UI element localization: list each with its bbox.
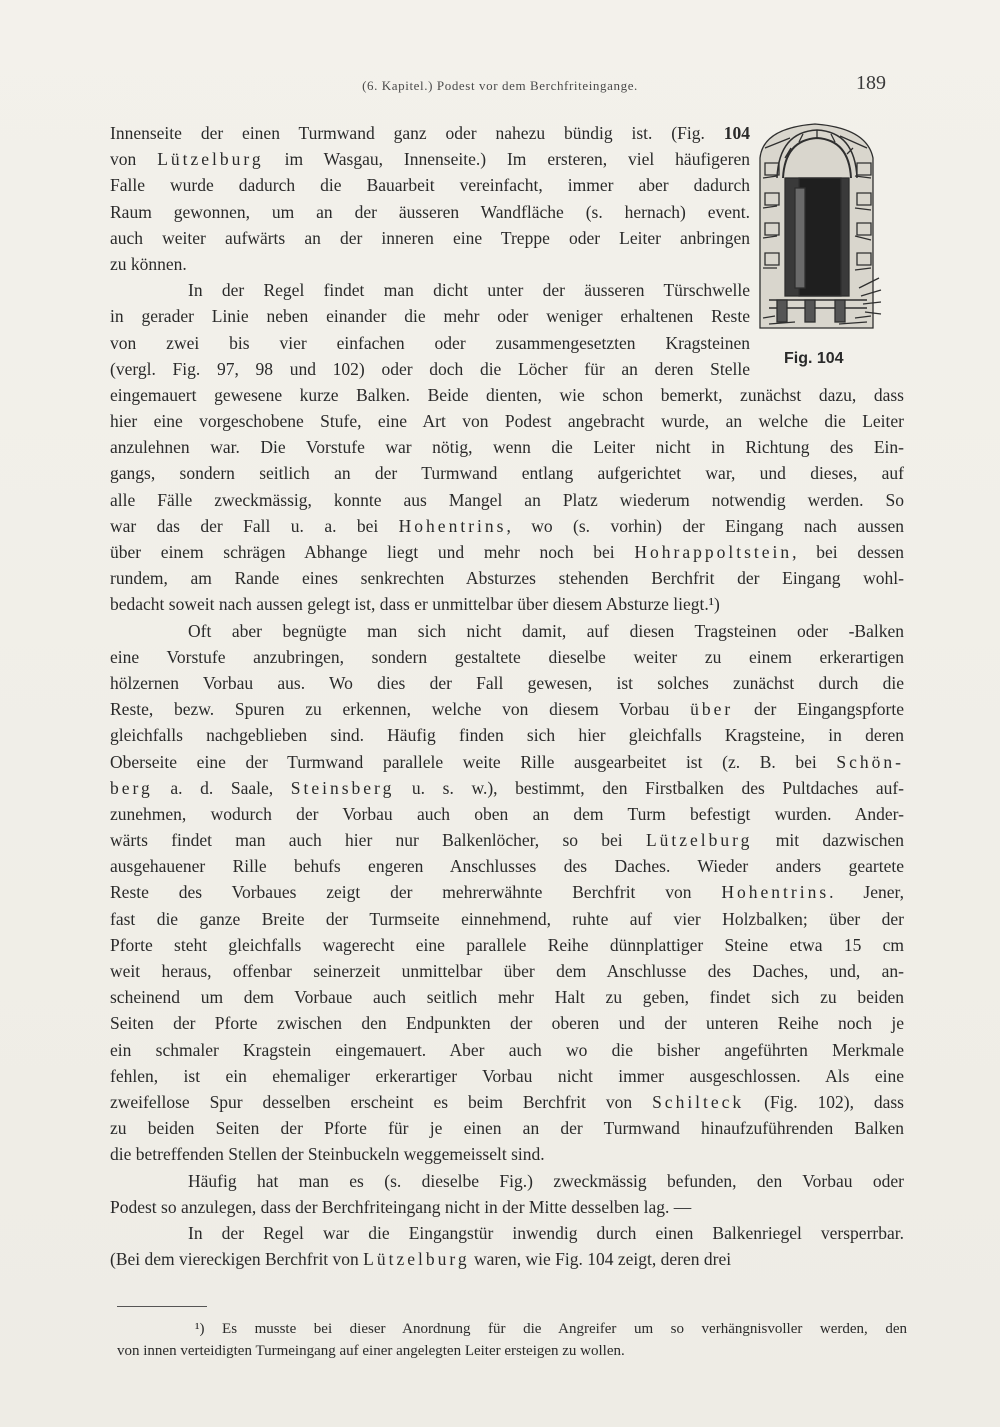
figure-caption: Fig. 104	[784, 350, 844, 367]
text-line	[110, 251, 750, 277]
text-line	[110, 1037, 904, 1063]
text-segment: der Eingangspforte	[733, 699, 904, 720]
text-segment: In der Regel war die Eingangstür inwendig durch einen Balkenriegel versperrbar.	[188, 1222, 904, 1243]
text-line	[110, 330, 750, 356]
text-segment: mit dazwischen	[752, 830, 904, 851]
text-segment: zweifellose Spur desselben erscheint es beim Berchfrit von	[110, 1091, 653, 1112]
text-line	[110, 356, 750, 382]
text-segment: die betreffenden Stellen der Steinbuckeln weggemeisselt sind.	[110, 1144, 545, 1165]
text-segment: Oberseite eine der Turmwand parallele weite Rille ausgearbeitet ist (z. B. bei	[110, 751, 837, 772]
text-line	[110, 513, 904, 539]
text-segment: im Wasgau, Innenseite.) Im ersteren, viel häufigeren	[263, 149, 751, 170]
text-segment: (Fig. 102), dass	[744, 1091, 904, 1112]
text-line	[110, 932, 904, 958]
text-segment: In der Regel findet man dicht unter der äusseren Türschwelle	[188, 280, 750, 301]
text-line	[110, 1220, 904, 1246]
text-line	[110, 906, 904, 932]
text-segment: Podest so anzulegen, dass der Berchfriteingang nicht in der Mitte desselben lag. —	[110, 1196, 692, 1217]
spaced-name: Hohentrins	[721, 882, 830, 903]
text-segment: . Jener,	[829, 882, 904, 903]
text-segment: zunehmen, wodurch der Vorbau auch oben an dem Turm befestigt wurden. Ander-	[110, 803, 904, 824]
text-line	[110, 1089, 904, 1115]
text-segment: anzulehnen war. Die Vorstufe war nötig, wenn die Leiter nicht in Richtung des Ein-	[110, 437, 904, 458]
text-line	[110, 303, 750, 329]
spaced-name: Schilteck	[652, 1091, 745, 1112]
text-line	[110, 434, 904, 460]
text-line	[110, 120, 750, 146]
text-segment: von	[110, 149, 158, 170]
text-line	[110, 801, 904, 827]
text-line	[110, 1246, 904, 1272]
text-segment: auch weiter aufwärts an der inneren eine Treppe oder Leiter anbringen	[110, 227, 750, 248]
text-segment: scheinend um dem Vorbaue auch seitlich mehr Halt zu geben, findet sich zu beiden	[110, 987, 904, 1008]
text-segment: (Bei dem viereckigen Berchfrit von	[110, 1249, 364, 1270]
text-line	[110, 172, 750, 198]
text-line	[110, 749, 904, 775]
running-head: (6. Kapitel.) Podest vor dem Berchfriteingange.	[362, 78, 638, 93]
text-segment: wärts findet man auch hier nur Balkenlöcher, so bei	[110, 830, 646, 851]
text-segment: Innenseite der einen Turmwand ganz oder nahezu bündig ist. (Fig.	[110, 123, 724, 143]
text-line	[110, 853, 904, 879]
spaced-name: Hohrappoltstein	[634, 542, 793, 562]
spaced-name: Steinsberg	[290, 777, 395, 798]
text-segment: über einem schrägen Abhange liegt und mehr noch bei	[110, 542, 635, 562]
text-segment: hölzernen Vorbau aus. Wo dies der Fall gewesen, ist solches zunächst durch die	[110, 672, 904, 693]
text-segment: zu beiden Seiten der Pforte für je einen an der Turmwand hinaufzuführenden Balken	[110, 1118, 904, 1139]
footnote-divider	[117, 1306, 207, 1307]
text-line	[110, 408, 904, 434]
text-segment: gangs, sondern seitlich an der Turmwand entlang aufgerichtet war, und dieses, auf	[110, 463, 904, 484]
text-line	[110, 460, 904, 486]
text-segment: , bei dessen	[792, 542, 904, 562]
text-segment: waren, wie Fig. 104 zeigt, deren drei	[469, 1249, 732, 1270]
text-segment: (vergl. Fig. 97, 98 und 102) oder doch die Löcher für an deren Stelle	[110, 358, 750, 379]
text-segment: rundem, am Rande eines senkrechten Absturzes stehenden Berchfrit der Eingang wohl-	[110, 568, 904, 589]
text-line	[110, 487, 904, 513]
spaced-name: Hohentrins	[398, 515, 507, 536]
text-segment: Raum gewonnen, um an der äusseren Wandfläche (s. hernach) event.	[110, 201, 750, 222]
text-segment: alle Fälle zweckmässig, konnte aus Mangel an Platz wiederum notwendig werden. So	[110, 489, 904, 510]
text-segment: a. d. Saale,	[152, 777, 291, 798]
text-segment: bedacht soweit nach aussen gelegt ist, dass er unmittelbar über diesem Absturze liegt.¹)	[110, 594, 720, 615]
text-line	[110, 1141, 904, 1167]
text-line	[110, 984, 904, 1010]
text-line	[110, 1063, 904, 1089]
text-segment: Reste, bezw. Spuren zu erkennen, welche von diesem Vorbau	[110, 699, 691, 720]
text-segment: von zwei bis vier einfachen oder zusammengesetzten Kragsteinen	[110, 332, 750, 353]
text-segment: fehlen, ist ein ehemaliger erkerartiger Vorbau nicht immer ausgeschlossen. Als eine	[110, 1065, 904, 1086]
text-segment: ein schmaler Kragstein eingemauert. Aber auch wo die bisher angeführten Merkmale	[110, 1039, 904, 1060]
text-line	[110, 958, 904, 984]
text-segment: zu können.	[110, 253, 187, 274]
text-line	[110, 722, 904, 748]
text-segment: weit heraus, offenbar seinerzeit unmittelbar über dem Anschlusse des Daches, und, an-	[110, 961, 904, 981]
text-line	[110, 277, 750, 303]
text-line	[110, 591, 904, 617]
text-segment: Pforte steht gleichfalls wagerecht eine parallele Reihe dünnplattiger Steine etwa 15 cm	[110, 934, 904, 955]
text-line	[110, 879, 904, 905]
text-segment: gleichfalls nachgeblieben sind. Häufig finden sich hier gleichfalls Kragsteine, in deren	[110, 725, 904, 746]
text-line	[110, 696, 904, 722]
text-segment: hier eine vorgeschobene Stufe, eine Art von Podest angebracht wurde, an welche die Leiter	[110, 411, 904, 432]
footnote-line: ¹) Es musste bei dieser Anordnung für die Angreifer um so verhängnisvoller werden, den	[195, 1321, 907, 1337]
text-line	[110, 1168, 904, 1194]
spaced-name: Lützelburg	[363, 1249, 470, 1270]
spaced-name: berg	[110, 777, 153, 798]
text-line	[110, 1115, 904, 1141]
footnote-line: von innen verteidigten Turmeingang auf einer angelegten Leiter ersteigen zu wollen.	[117, 1343, 625, 1359]
body-text	[110, 120, 904, 1272]
text-segment: Oft aber begnügte man sich nicht damit, auf diesen Tragsteinen oder -Balken	[188, 620, 904, 641]
spaced-name: Lützelburg	[157, 149, 264, 170]
bold-figure-ref: 104	[723, 123, 750, 143]
text-segment: Falle wurde dadurch die Bauarbeit vereinfacht, immer aber dadurch	[110, 175, 750, 196]
text-segment: Reste des Vorbaues zeigt der mehrerwähnte Berchfrit von	[110, 882, 722, 903]
text-segment: eine Vorstufe anzubringen, sondern gestaltete dieselbe weiter zu einem erkerartigen	[110, 646, 904, 667]
text-line	[110, 670, 904, 696]
text-line	[110, 565, 904, 591]
text-line	[110, 775, 904, 801]
text-line	[110, 1194, 904, 1220]
text-line	[110, 146, 750, 172]
spaced-name: Lützelburg	[645, 830, 753, 851]
text-line	[110, 539, 904, 565]
spaced-name: über	[690, 699, 734, 720]
text-line	[110, 1010, 904, 1036]
text-line	[110, 827, 904, 853]
text-segment: , wo (s. vorhin) der Eingang nach aussen	[506, 515, 904, 536]
text-line	[110, 644, 904, 670]
text-line	[110, 225, 750, 251]
text-segment: in gerader Linie neben einander die mehr oder weniger erhaltenen Reste	[110, 306, 750, 327]
footnotes	[117, 1318, 907, 1362]
text-line	[110, 382, 904, 408]
text-segment: Häufig hat man es (s. dieselbe Fig.) zweckmässig befunden, den Vorbau oder	[188, 1170, 904, 1191]
page-number: 189	[856, 72, 886, 94]
text-line	[110, 199, 750, 225]
text-segment: war das der Fall u. a. bei	[110, 515, 399, 536]
text-segment: fast die ganze Breite der Turmseite einnehmend, ruhte auf vier Holzbalken; über der	[110, 908, 904, 929]
text-segment: eingemauert gewesene kurze Balken. Beide dienten, wie schon bemerkt, zunächst dazu, dass	[110, 384, 904, 405]
text-segment: Seiten der Pforte zwischen den Endpunkten der oberen und der unteren Reihe noch je	[110, 1013, 904, 1034]
text-line	[110, 618, 904, 644]
spaced-name: Schön-	[836, 751, 904, 772]
text-segment: u. s. w.), bestimmt, den Firstbalken des Pultdaches auf-	[394, 777, 904, 798]
text-segment: ausgehauener Rille behufs engeren Anschlusses des Daches. Wieder anders geartete	[110, 856, 904, 877]
